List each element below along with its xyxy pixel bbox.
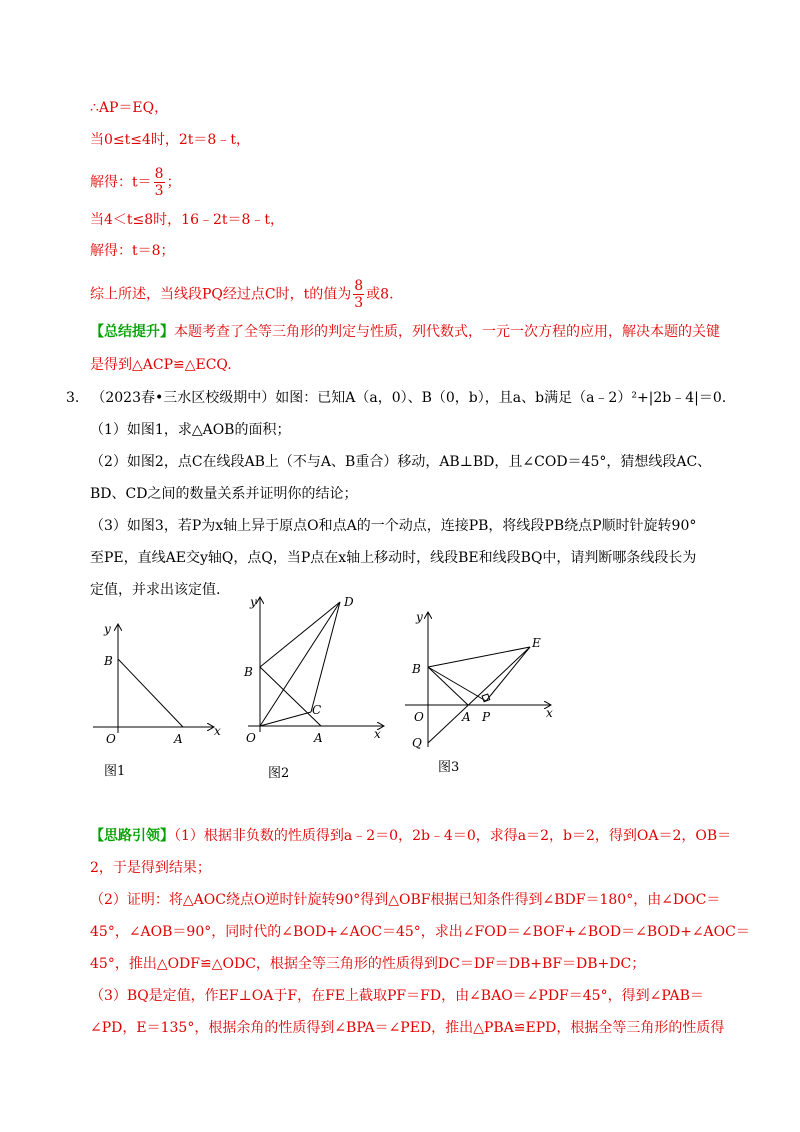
figure-3 xyxy=(400,605,560,769)
label-e: E xyxy=(532,636,541,650)
summary-line-2: 是得到△ACP≌△ECQ. xyxy=(90,357,232,373)
problem-number: 3. xyxy=(66,390,80,406)
label-a: A xyxy=(462,710,471,724)
fraction-numerator: 8 xyxy=(354,278,364,294)
fraction-8-3-b xyxy=(353,278,364,311)
segment-bd xyxy=(260,602,340,667)
fraction-8-3 xyxy=(154,166,165,199)
fraction-numerator: 8 xyxy=(154,166,164,182)
analysis-line-4: 45°，∠AOB＝90°，同时代的∠BOD+∠AOC＝45°，求出∠FOD＝∠BOF+∠BOD＝∠BOD+∠AOC＝ xyxy=(90,924,750,940)
analysis-line-2: 2，于是得到结果； xyxy=(90,860,211,876)
problem-3-line-3: （2）如图2，点C在线段AB上（不与A、B重合）移动，AB⊥BD，且∠COD＝45°，猜想线段AC、 xyxy=(90,454,712,470)
label-x: x xyxy=(546,706,553,720)
solution-line-6 xyxy=(90,278,394,311)
solution-line-3-suffix: ； xyxy=(166,174,181,191)
solution-line-6-prefix: 综上所述，当线段PQ经过点C时，t的值为 xyxy=(90,286,352,303)
label-c: C xyxy=(312,703,322,717)
solution-line-3 xyxy=(90,166,181,199)
problem-3-line-6: 至PE，直线AE交y轴Q，点Q，当P点在x轴上移动时，线段BE和线段BQ中，请判断哪条线段长为 xyxy=(90,550,697,566)
problem-3-line-4: BD、CD之间的数量关系并证明你的结论； xyxy=(90,486,358,502)
summary-line-1 xyxy=(90,322,720,342)
solution-line-5: 解得：t＝8； xyxy=(90,243,175,259)
solution-line-6-suffix: 或8. xyxy=(366,286,394,303)
segment-od xyxy=(260,602,340,726)
segment-cd xyxy=(311,602,340,712)
analysis-line-5: 45°，推出△ODF≌△ODC，根据全等三角形的性质得到DC＝DF＝DB+BF＝DB+DC； xyxy=(90,956,646,972)
analysis-tag: 【思路引领】 xyxy=(90,828,174,844)
segment-ba xyxy=(428,667,468,705)
solution-line-1: ∴AP＝EQ， xyxy=(90,100,169,116)
segment-ab xyxy=(118,659,183,727)
figure-3-caption: 图3 xyxy=(438,760,460,775)
solution-line-4: 当4＜t≤8时，16﹣2t＝8﹣t， xyxy=(90,212,285,228)
label-x: x xyxy=(214,724,221,738)
figure-2 xyxy=(238,590,388,764)
label-b: B xyxy=(244,665,253,679)
analysis-line-3: （2）证明：将△AOC绕点O逆时针旋转90°得到△OBF根据已知条件得到∠BDF＝180°，由∠DOC＝ xyxy=(90,892,721,908)
label-b: B xyxy=(104,654,113,668)
label-y: y xyxy=(250,595,257,609)
label-y: y xyxy=(104,622,111,636)
analysis-line-1 xyxy=(90,826,731,846)
label-x: x xyxy=(374,727,381,741)
label-p: P xyxy=(482,710,491,724)
right-angle-mark xyxy=(482,694,490,702)
solution-line-3-prefix: 解得：t＝ xyxy=(90,174,152,191)
summary-tag: 【总结提升】 xyxy=(90,324,174,340)
figure-2-caption: 图2 xyxy=(268,766,290,781)
segment-bp xyxy=(428,667,486,701)
label-a: A xyxy=(174,732,183,746)
fraction-denominator: 3 xyxy=(154,183,164,199)
segment-be xyxy=(428,647,530,667)
label-b: B xyxy=(412,662,421,676)
problem-3-line-2: （1）如图1，求△AOB的面积； xyxy=(90,422,291,438)
problem-3-line-7: 定值，并求出该定值. xyxy=(90,582,221,598)
summary-text-1: 本题考查了全等三角形的判定与性质，列代数式，一元一次方程的应用，解决本题的关键 xyxy=(174,324,720,340)
label-o: O xyxy=(246,731,256,745)
label-d: D xyxy=(344,595,354,609)
problem-3-stem: （2023春•三水区校级期中）如图：已知A（a，0）、B（0，b），且a、b满足（a﹣2）²+|2b﹣4|＝0. xyxy=(91,390,727,406)
label-o: O xyxy=(414,710,424,724)
problem-3-line-5: （3）如图3，若P为x轴上异于原点O和点A的一个动点，连接PB，将线段PB绕点P顺时针旋转90° xyxy=(90,518,697,534)
segment-pe xyxy=(486,647,530,701)
analysis-line-6: （3）BQ是定值，作EF⊥OA于F，在FE上截取PF＝FD，由∠BAO＝∠PDF＝45°，得到∠PAB＝ xyxy=(90,988,704,1004)
fraction-denominator: 3 xyxy=(354,295,364,311)
figure-1-caption: 图1 xyxy=(104,764,126,779)
analysis-text-1: （1）根据非负数的性质得到a﹣2＝0，2b﹣4＝0，求得a＝2，b＝2，得到OA＝2，OB＝ xyxy=(174,828,732,844)
problem-3-line-1 xyxy=(66,388,726,408)
label-q: Q xyxy=(412,736,422,750)
solution-line-2: 当0≤t≤4时，2t＝8﹣t， xyxy=(90,132,250,148)
analysis-line-7: ∠PD，E＝135°，根据余角的性质得到∠BPA＝∠PED，推出△PBA≌EPD，根据全等三角形的性质得 xyxy=(90,1020,725,1036)
line-qe xyxy=(428,647,530,743)
label-o: O xyxy=(106,732,116,746)
label-y: y xyxy=(416,610,423,624)
label-a: A xyxy=(314,731,323,745)
